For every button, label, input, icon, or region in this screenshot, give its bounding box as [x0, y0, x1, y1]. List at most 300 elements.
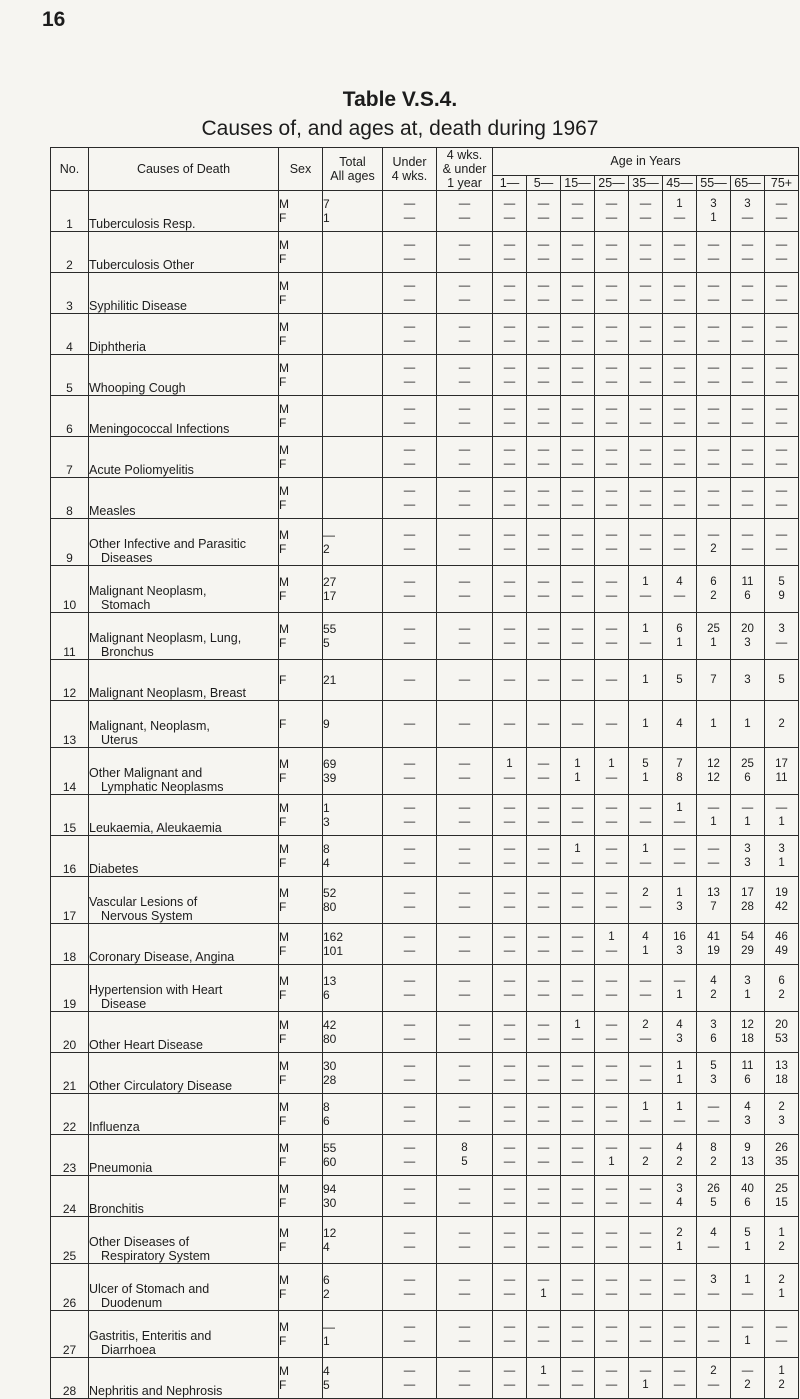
- total-cell: [323, 396, 383, 437]
- total-cell: 94 30: [323, 1176, 383, 1217]
- age-cell: — —: [765, 437, 799, 478]
- age-cell: — —: [437, 877, 493, 924]
- age-cell: 1: [697, 701, 731, 748]
- total-cell: 6 2: [323, 1264, 383, 1311]
- age-cell: 2 —: [629, 877, 663, 924]
- cause-of-death: Syphilitic Disease: [89, 273, 279, 314]
- age-cell: — —: [493, 191, 527, 232]
- age-cell: — 1: [629, 1358, 663, 1399]
- row-number: 25: [51, 1217, 89, 1264]
- sex-cell: M F: [279, 877, 323, 924]
- age-cell: 6 2: [697, 566, 731, 613]
- age-cell: 40 6: [731, 1176, 765, 1217]
- total-cell: [323, 478, 383, 519]
- table-row: [51, 232, 799, 273]
- row-number: 15: [51, 795, 89, 836]
- cause-of-death: Measles: [89, 478, 279, 519]
- age-cell: — —: [383, 396, 437, 437]
- age-cell: 4 3: [731, 1094, 765, 1135]
- age-cell: 1 —: [663, 191, 697, 232]
- age-cell: — —: [731, 314, 765, 355]
- age-cell: — —: [527, 1311, 561, 1358]
- sex-cell: M F: [279, 355, 323, 396]
- age-cell: 26 5: [697, 1176, 731, 1217]
- table-row: [51, 1264, 799, 1311]
- mortality-table: [50, 147, 799, 1399]
- age-cell: 1 2: [765, 1358, 799, 1399]
- age-cell: — —: [527, 191, 561, 232]
- header-age-65: 65—: [731, 175, 765, 190]
- age-cell: — —: [383, 836, 437, 877]
- cause-of-death: Tuberculosis Other: [89, 232, 279, 273]
- cause-of-death: Malignant Neoplasm, Stomach: [89, 566, 279, 613]
- age-cell: — —: [629, 795, 663, 836]
- age-cell: — —: [383, 1358, 437, 1399]
- age-cell: — —: [493, 924, 527, 965]
- age-cell: — —: [595, 478, 629, 519]
- sex-cell: M F: [279, 1094, 323, 1135]
- age-cell: — —: [493, 566, 527, 613]
- row-number: 11: [51, 613, 89, 660]
- age-cell: — —: [629, 396, 663, 437]
- age-cell: 17 28: [731, 877, 765, 924]
- age-cell: 3 —: [731, 191, 765, 232]
- header-no: No.: [51, 148, 89, 191]
- age-cell: —: [561, 701, 595, 748]
- age-cell: — —: [437, 191, 493, 232]
- age-cell: 7: [697, 660, 731, 701]
- age-cell: 19 42: [765, 877, 799, 924]
- age-cell: — —: [561, 273, 595, 314]
- age-cell: 1 1: [561, 748, 595, 795]
- age-cell: — —: [493, 836, 527, 877]
- age-cell: — —: [493, 1135, 527, 1176]
- age-cell: — —: [663, 478, 697, 519]
- age-cell: — —: [383, 1012, 437, 1053]
- sex-cell: M F: [279, 478, 323, 519]
- header-total: Total All ages: [323, 148, 383, 191]
- age-cell: — —: [437, 1053, 493, 1094]
- age-cell: — —: [663, 396, 697, 437]
- age-cell: — —: [663, 519, 697, 566]
- age-cell: — —: [595, 355, 629, 396]
- total-cell: 12 4: [323, 1217, 383, 1264]
- age-cell: — —: [765, 273, 799, 314]
- total-cell: 4 5: [323, 1358, 383, 1399]
- age-cell: — —: [383, 1176, 437, 1217]
- age-cell: — —: [493, 1012, 527, 1053]
- header-sex: Sex: [279, 148, 323, 191]
- header-4-weeks-to-1-year: 4 wks. & under 1 year: [437, 148, 493, 191]
- age-cell: — —: [383, 613, 437, 660]
- table-row: [51, 836, 799, 877]
- age-cell: — —: [595, 965, 629, 1012]
- header-age-1: 1—: [493, 175, 527, 190]
- age-cell: 46 49: [765, 924, 799, 965]
- age-cell: — —: [629, 1264, 663, 1311]
- age-cell: — —: [595, 273, 629, 314]
- total-cell: 21: [323, 660, 383, 701]
- age-cell: — —: [561, 1264, 595, 1311]
- age-cell: — —: [527, 355, 561, 396]
- age-cell: — —: [765, 232, 799, 273]
- row-number: 12: [51, 660, 89, 701]
- age-cell: 3: [731, 660, 765, 701]
- age-cell: — —: [383, 1094, 437, 1135]
- age-cell: — —: [437, 795, 493, 836]
- age-cell: — —: [731, 437, 765, 478]
- age-cell: 2 1: [663, 1217, 697, 1264]
- total-cell: 13 6: [323, 965, 383, 1012]
- cause-of-death: Other Infective and Parasitic Diseases: [89, 519, 279, 566]
- table-row: [51, 701, 799, 748]
- age-cell: 26 35: [765, 1135, 799, 1176]
- header-age-55: 55—: [697, 175, 731, 190]
- table-row: [51, 965, 799, 1012]
- age-cell: — —: [561, 314, 595, 355]
- row-number: 9: [51, 519, 89, 566]
- age-cell: — —: [595, 1012, 629, 1053]
- sex-cell: M F: [279, 1358, 323, 1399]
- age-cell: — —: [561, 232, 595, 273]
- age-cell: — —: [383, 437, 437, 478]
- row-number: 23: [51, 1135, 89, 1176]
- row-number: 20: [51, 1012, 89, 1053]
- sex-cell: M F: [279, 836, 323, 877]
- age-cell: — —: [561, 191, 595, 232]
- age-cell: — —: [561, 795, 595, 836]
- age-cell: 1 —: [629, 1094, 663, 1135]
- cause-of-death: Pneumonia: [89, 1135, 279, 1176]
- age-cell: 5: [663, 660, 697, 701]
- total-cell: 52 80: [323, 877, 383, 924]
- age-cell: 25 1: [697, 613, 731, 660]
- age-cell: — —: [765, 355, 799, 396]
- age-cell: — —: [437, 478, 493, 519]
- age-cell: — —: [561, 437, 595, 478]
- header-age-25: 25—: [595, 175, 629, 190]
- total-cell: 8 6: [323, 1094, 383, 1135]
- age-cell: — —: [437, 1264, 493, 1311]
- age-cell: —: [437, 660, 493, 701]
- age-cell: — —: [527, 566, 561, 613]
- age-cell: — —: [629, 191, 663, 232]
- age-cell: 3 4: [663, 1176, 697, 1217]
- age-cell: — 1: [595, 1135, 629, 1176]
- age-cell: 25 15: [765, 1176, 799, 1217]
- row-number: 14: [51, 748, 89, 795]
- age-cell: — —: [595, 1264, 629, 1311]
- age-cell: — —: [595, 191, 629, 232]
- age-cell: 3 1: [731, 965, 765, 1012]
- age-cell: —: [383, 660, 437, 701]
- row-number: 13: [51, 701, 89, 748]
- age-cell: — —: [383, 355, 437, 396]
- age-cell: — —: [595, 232, 629, 273]
- table-row: [51, 924, 799, 965]
- sex-cell: M F: [279, 795, 323, 836]
- total-cell: 1 3: [323, 795, 383, 836]
- cause-of-death: Whooping Cough: [89, 355, 279, 396]
- cause-of-death: Malignant Neoplasm, Breast: [89, 660, 279, 701]
- age-cell: 4 —: [663, 566, 697, 613]
- age-cell: — —: [629, 519, 663, 566]
- age-cell: — —: [561, 1217, 595, 1264]
- age-cell: 20 53: [765, 1012, 799, 1053]
- table-row: [51, 660, 799, 701]
- age-cell: — —: [437, 965, 493, 1012]
- age-cell: — —: [663, 314, 697, 355]
- table-row: [51, 1094, 799, 1135]
- row-number: 3: [51, 273, 89, 314]
- age-cell: — —: [527, 314, 561, 355]
- age-cell: — —: [437, 748, 493, 795]
- header-age-15: 15—: [561, 175, 595, 190]
- sex-cell: M F: [279, 1012, 323, 1053]
- age-cell: —: [527, 701, 561, 748]
- cause-of-death: Other Malignant and Lymphatic Neoplasms: [89, 748, 279, 795]
- table-row: [51, 314, 799, 355]
- table-row: [51, 1135, 799, 1176]
- age-cell: — —: [437, 836, 493, 877]
- age-cell: 1 —: [731, 1264, 765, 1311]
- age-cell: — —: [437, 1012, 493, 1053]
- age-cell: — —: [629, 273, 663, 314]
- age-cell: — —: [493, 519, 527, 566]
- cause-of-death: Acute Poliomyelitis: [89, 437, 279, 478]
- row-number: 26: [51, 1264, 89, 1311]
- age-cell: — —: [629, 1311, 663, 1358]
- age-cell: — —: [629, 965, 663, 1012]
- age-cell: — —: [493, 965, 527, 1012]
- age-cell: — 1: [697, 795, 731, 836]
- age-cell: 4 2: [663, 1135, 697, 1176]
- row-number: 2: [51, 232, 89, 273]
- age-cell: — —: [383, 1264, 437, 1311]
- age-cell: — 2: [731, 1358, 765, 1399]
- sex-cell: M F: [279, 1176, 323, 1217]
- sex-cell: F: [279, 660, 323, 701]
- age-cell: — —: [437, 232, 493, 273]
- age-cell: — —: [383, 965, 437, 1012]
- cause-of-death: Bronchitis: [89, 1176, 279, 1217]
- total-cell: [323, 437, 383, 478]
- cause-of-death: Meningococcal Infections: [89, 396, 279, 437]
- age-cell: — —: [527, 1217, 561, 1264]
- sex-cell: M F: [279, 1264, 323, 1311]
- cause-of-death: Influenza: [89, 1094, 279, 1135]
- sex-cell: M F: [279, 191, 323, 232]
- table-row: [51, 355, 799, 396]
- age-cell: — —: [697, 1311, 731, 1358]
- age-cell: — —: [493, 1311, 527, 1358]
- age-cell: — —: [731, 396, 765, 437]
- age-cell: 5 3: [697, 1053, 731, 1094]
- age-cell: — 1: [731, 795, 765, 836]
- age-cell: — —: [383, 478, 437, 519]
- table-row: [51, 519, 799, 566]
- sex-cell: M F: [279, 232, 323, 273]
- cause-of-death: Coronary Disease, Angina: [89, 924, 279, 965]
- age-cell: 41 19: [697, 924, 731, 965]
- age-cell: 1 —: [629, 613, 663, 660]
- age-cell: — —: [561, 613, 595, 660]
- age-cell: — —: [493, 437, 527, 478]
- age-cell: — —: [527, 795, 561, 836]
- age-cell: — —: [437, 437, 493, 478]
- row-number: 4: [51, 314, 89, 355]
- age-cell: —: [493, 701, 527, 748]
- age-cell: —: [595, 660, 629, 701]
- age-cell: — —: [383, 924, 437, 965]
- cause-of-death: Other Heart Disease: [89, 1012, 279, 1053]
- total-cell: 7 1: [323, 191, 383, 232]
- age-cell: — —: [697, 396, 731, 437]
- age-cell: — —: [437, 1311, 493, 1358]
- age-cell: — —: [383, 877, 437, 924]
- age-cell: — —: [437, 1217, 493, 1264]
- age-cell: 7 8: [663, 748, 697, 795]
- table-row: [51, 795, 799, 836]
- age-cell: 1 —: [561, 1012, 595, 1053]
- table-row: [51, 1176, 799, 1217]
- cause-of-death: Other Circulatory Disease: [89, 1053, 279, 1094]
- age-cell: 5 9: [765, 566, 799, 613]
- age-cell: 1 —: [629, 836, 663, 877]
- age-cell: — —: [697, 1094, 731, 1135]
- age-cell: 6 1: [663, 613, 697, 660]
- row-number: 8: [51, 478, 89, 519]
- age-cell: 13 7: [697, 877, 731, 924]
- age-cell: — —: [437, 396, 493, 437]
- age-cell: — —: [595, 1311, 629, 1358]
- age-cell: — —: [527, 877, 561, 924]
- age-cell: — —: [663, 355, 697, 396]
- age-cell: — —: [437, 613, 493, 660]
- age-cell: — —: [765, 396, 799, 437]
- age-cell: — —: [527, 437, 561, 478]
- age-cell: — —: [527, 1053, 561, 1094]
- header-cause: Causes of Death: [89, 148, 279, 191]
- age-cell: — —: [595, 1053, 629, 1094]
- age-cell: — —: [437, 1094, 493, 1135]
- row-number: 27: [51, 1311, 89, 1358]
- age-cell: 4: [663, 701, 697, 748]
- age-cell: 8 5: [437, 1135, 493, 1176]
- age-cell: — —: [527, 478, 561, 519]
- age-cell: — —: [765, 478, 799, 519]
- age-cell: — —: [493, 232, 527, 273]
- age-cell: — —: [697, 232, 731, 273]
- age-cell: 11 6: [731, 566, 765, 613]
- sex-cell: M F: [279, 1135, 323, 1176]
- table-subtitle: Causes of, and ages at, death during 1967: [201, 117, 599, 140]
- age-cell: — —: [493, 396, 527, 437]
- cause-of-death: Diphtheria: [89, 314, 279, 355]
- age-cell: — —: [437, 519, 493, 566]
- total-cell: 9: [323, 701, 383, 748]
- age-cell: — —: [527, 1135, 561, 1176]
- age-cell: — —: [595, 396, 629, 437]
- age-cell: 1 —: [595, 924, 629, 965]
- age-cell: — —: [527, 1012, 561, 1053]
- table-row: [51, 273, 799, 314]
- age-cell: 11 6: [731, 1053, 765, 1094]
- row-number: 24: [51, 1176, 89, 1217]
- row-number: 10: [51, 566, 89, 613]
- age-cell: — —: [765, 1311, 799, 1358]
- row-number: 1: [51, 191, 89, 232]
- age-cell: — —: [697, 836, 731, 877]
- age-cell: 8 2: [697, 1135, 731, 1176]
- sex-cell: F: [279, 701, 323, 748]
- age-cell: — —: [527, 748, 561, 795]
- total-cell: — 2: [323, 519, 383, 566]
- age-cell: — —: [663, 232, 697, 273]
- age-cell: — 2: [629, 1135, 663, 1176]
- age-cell: — —: [561, 924, 595, 965]
- age-cell: — —: [561, 877, 595, 924]
- cause-of-death: Hypertension with Heart Disease: [89, 965, 279, 1012]
- age-cell: — —: [561, 566, 595, 613]
- age-cell: 1 —: [629, 566, 663, 613]
- age-cell: —: [561, 660, 595, 701]
- table-row: [51, 396, 799, 437]
- age-cell: — 1: [663, 965, 697, 1012]
- age-cell: —: [493, 660, 527, 701]
- table-row: [51, 1358, 799, 1399]
- row-number: 16: [51, 836, 89, 877]
- table-row: [51, 877, 799, 924]
- table-row: [51, 613, 799, 660]
- age-cell: —: [527, 660, 561, 701]
- age-cell: — —: [561, 355, 595, 396]
- age-cell: — —: [383, 1053, 437, 1094]
- age-cell: — —: [765, 519, 799, 566]
- cause-of-death: Diabetes: [89, 836, 279, 877]
- age-cell: 25 6: [731, 748, 765, 795]
- age-cell: 1 —: [561, 836, 595, 877]
- table-row: [51, 437, 799, 478]
- age-cell: — —: [595, 437, 629, 478]
- header-age-75-plus: 75+: [765, 175, 799, 190]
- age-cell: — —: [383, 519, 437, 566]
- cause-of-death: Nephritis and Nephrosis: [89, 1358, 279, 1399]
- age-cell: — —: [731, 519, 765, 566]
- age-cell: — —: [595, 1217, 629, 1264]
- page-number: 16: [42, 8, 66, 31]
- age-cell: — —: [493, 273, 527, 314]
- age-cell: — —: [527, 519, 561, 566]
- age-cell: — —: [493, 613, 527, 660]
- age-cell: — —: [527, 924, 561, 965]
- age-cell: — —: [561, 1053, 595, 1094]
- age-cell: — —: [527, 232, 561, 273]
- cause-of-death: Leukaemia, Aleukaemia: [89, 795, 279, 836]
- sex-cell: M F: [279, 613, 323, 660]
- row-number: 18: [51, 924, 89, 965]
- age-cell: 1 —: [527, 1358, 561, 1399]
- age-cell: — —: [697, 355, 731, 396]
- age-cell: — —: [595, 314, 629, 355]
- age-cell: — —: [629, 314, 663, 355]
- age-cell: — —: [493, 1217, 527, 1264]
- age-cell: 3 1: [765, 836, 799, 877]
- age-cell: —: [437, 701, 493, 748]
- age-cell: 2: [765, 701, 799, 748]
- row-number: 6: [51, 396, 89, 437]
- total-cell: 162 101: [323, 924, 383, 965]
